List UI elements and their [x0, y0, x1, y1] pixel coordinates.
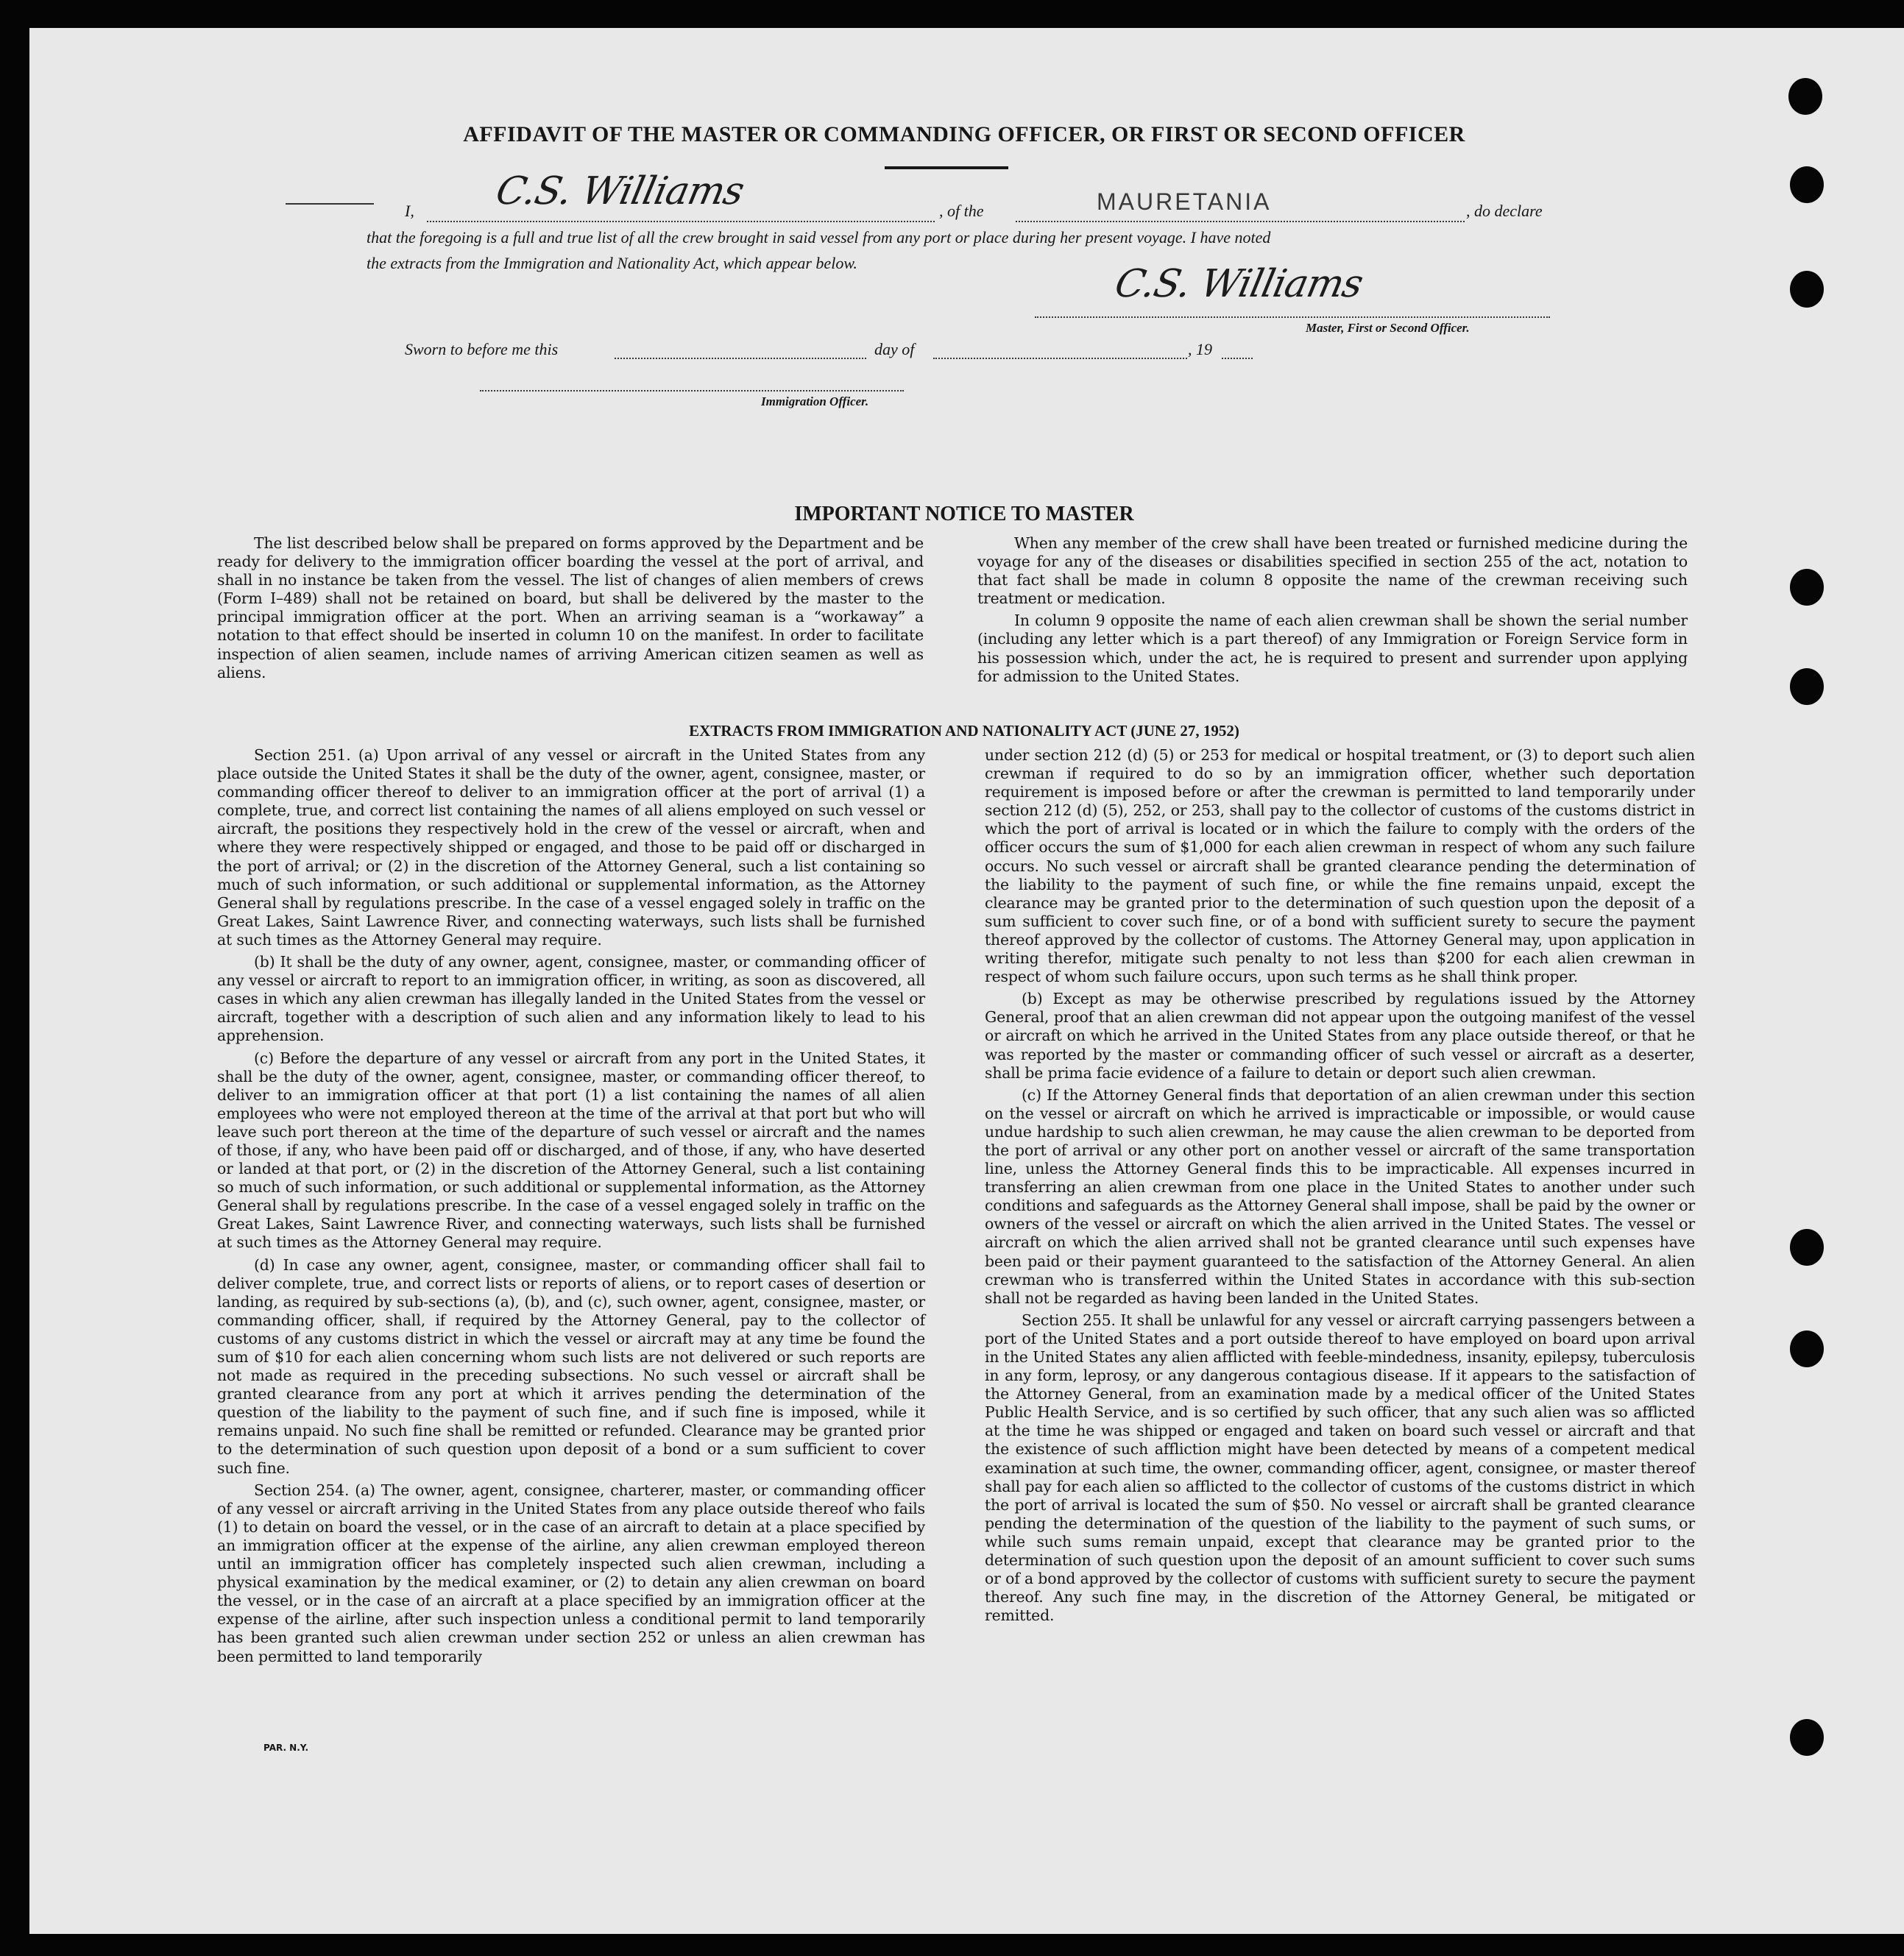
notice-paragraph: In column 9 opposite the name of each alien crewman shall be shown the serial number (including any letter which is a part thereof) of any Immigration or Foreign Service form in his possession which, under the act, he is required to present and surrender upon applying for admission to the United States. [977, 612, 1688, 685]
act-section-paragraph: Section 255. It shall be unlawful for any vessel or aircraft carrying passengers between a port of the United States and a port outside thereof to have employed on board upon arrival in the United States any alien afflicted with feeble-mindedness, insanity, epilepsy, tuberculosis in any form, leprosy, or any dangerous contagious disease. If it appears to the satisfaction of the Attorney General, from an examination made by a medical officer of the United States Public Health Service, and is so certified by such officer, that any such alien was so afflicted at the time he was shipped or engaged and taken on board such vessel or aircraft and that the existence of such affliction might have been detected by means of a competent medical examination at such time, the owner, commanding officer, agent, consignee, or master thereof shall pay for each alien so afflicted to the collector of customs of the customs district in which the port of arrival is located the sum of $50. No vessel or aircraft shall be granted clearance pending the determination of the question of the liability to the payment of such sums, or while such sums remain unpaid, except that clearance may be granted prior to the determination of such question upon the deposit of an amount sufficient to cover such sums or of a bond approved by the collector of customs with sufficient surety to secure the payment thereof. Any such fine may, in the discretion of the Attorney General, be mitigated or remitted. [985, 1311, 1695, 1625]
sworn-month-line [933, 358, 1187, 359]
affidavit-title: AFFIDAVIT OF THE MASTER OR COMMANDING OFFICER, OR FIRST OR SECOND OFFICER [463, 122, 1465, 146]
act-section-paragraph: Section 254. (a) The owner, agent, consignee, charterer, master, or commanding officer of any vessel or aircraft arriving in the United States from any place outside thereof who fails (1) to detain on board the vessel, or in the case of an aircraft to detain at a place specified by an immigration officer at the expense of the airline, any alien crewman employed thereon until an immigration officer has completely inspected such alien crewman, including a physical examination by the medical examiner, or (2) to detain any alien crewman on board the vessel, or in the case of an aircraft at a place specified by an immigration officer at the expense of the airline, after such inspection unless a conditional permit to land temporarily has been granted such alien crewman under section 252 or unless an alien crewman has been permitted to land temporarily [217, 1481, 925, 1665]
declaration-line-2: the extracts from the Immigration and Nationality Act, which appear below. [367, 254, 857, 272]
act-section-paragraph: (c) If the Attorney General finds that deportation of an alien crewman under this section on the vessel or aircraft on which he arrived is impracticable or impossible, or would cause undue hardship to such alien crewman, he may cause the alien crewman to be deported from the port of arrival or any other port on another vessel or aircraft of the same transportation line, unless the Attorney General finds this to be impracticable. All expenses incurred in transferring an alien crewman from one place in the United States to another under such conditions and safeguards as the Attorney General shall impose, shall be paid by the owner or owners of the vessel or aircraft on which the alien arrived in the United States. The vessel or aircraft on which the alien arrived shall not be granted clearance until such expenses have been paid or their payment guaranteed to the satisfaction of the Attorney General. An alien crewman who is transferred within the United States in accordance with this sub-section shall not be regarded as having been landed in the United States. [985, 1085, 1695, 1307]
binder-hole [1790, 271, 1824, 308]
name-line [427, 221, 935, 222]
notice-left-column [217, 534, 924, 682]
extracts-left-column [217, 746, 925, 1666]
notice-title: IMPORTANT NOTICE TO MASTER [794, 503, 1134, 525]
binder-hole [1790, 1229, 1824, 1266]
binder-hole [1790, 668, 1824, 705]
binder-hole [1790, 166, 1824, 203]
vessel-line [1016, 221, 1465, 222]
act-section-paragraph: (b) It shall be the duty of any owner, agent, consignee, master, or commanding officer of any vessel or aircraft to report to an immigration officer, in writing, as soon as discovered, all cases in which any alien crewman has illegally landed in the United States from the vessel or aircraft, together with a description of such alien and any information likely to lead to his apprehension. [217, 953, 925, 1045]
binder-hole [1790, 569, 1824, 606]
sworn-day-line [615, 358, 866, 359]
extracts-title: EXTRACTS FROM IMMIGRATION AND NATIONALITY ACT (JUNE 27, 1952) [689, 722, 1239, 740]
master-name-signature: C.S. Williams [492, 169, 748, 213]
extracts-right-column [985, 746, 1695, 1625]
master-caption: Master, First or Second Officer. [1306, 321, 1470, 335]
of-the-label: , of the [939, 202, 984, 220]
notice-right-column [977, 534, 1688, 686]
act-section-paragraph: (c) Before the departure of any vessel or aircraft from any port in the United States, it shall be the duty of the owner, agent, consignee, master, or commanding officer thereof, to deliver to an immigration officer at that port (1) a list containing the names of all alien employees who were not employed thereon at the time of the arrival at that port but who will leave such port thereon at the time of the departure of such vessel or aircraft and the names of those, if any, who have been paid off or discharged, and of those, if any, who have deserted or landed at that port, or (2) in the discretion of the Attorney General, such a list containing so much of such information, or such additional or supplemental information, as the Attorney General shall by regulations prescribe. In the case of a vessel engaged solely in traffic on the Great Lakes, Saint Lawrence River, and connecting waterways, such lists shall be furnished at such times as the Attorney General may require. [217, 1049, 925, 1252]
immigration-officer-line [480, 390, 904, 391]
day-of-label: day of [874, 340, 915, 358]
year-label: , 19 [1188, 340, 1212, 358]
do-declare-label: , do declare [1466, 202, 1543, 220]
immigration-officer-caption: Immigration Officer. [761, 394, 869, 408]
act-section-paragraph: under section 212 (d) (5) or 253 for medical or hospital treatment, or (3) to deport such alien crewman if required to do so by an immigration officer, whether such deportation requirement is imposed before or after the crewman is permitted to land temporarily under section 212 (d) (5), 252, or 253, shall pay to the collector of customs of the customs district in which the port of arrival is located or in which the failure to comply with the orders of the officer occurs the sum of $1,000 for each alien crewman in respect of whom any such failure occurs. No such vessel or aircraft shall be granted clearance pending the determination of the liability to the payment of such fine, or while the fine remains unpaid, except the clearance may be granted prior to the determination of such question upon the deposit of a sum sufficient to cover such fine, or of a bond with sufficient surety to secure the payment thereof approved by the collector of customs. The Attorney General may, upon application in writing therefor, mitigate such penalty to not less than $200 for each alien crewman in respect of whom such failure occurs, upon such terms as he shall think proper. [985, 746, 1695, 986]
vessel-name-stamp: MAURETANIA [1097, 188, 1272, 215]
act-section-paragraph: Section 251. (a) Upon arrival of any vessel or aircraft in the United States from any place outside the United States it shall be the duty of the owner, agent, consignee, master, or commanding officer thereof to deliver to an immigration officer at the port of arrival (1) a complete, true, and correct list containing the names of all aliens employed on such vessel or aircraft, the positions they respectively hold in the crew of the vessel or aircraft, when and where they were respectively shipped or engaged, and those to be paid off or discharged in the port of arrival; or (2) in the discretion of the Attorney General, such a list containing so much of such information, or such additional or supplemental information, as the Attorney General shall by regulations prescribe. In the case of a vessel engaged solely in traffic on the Great Lakes, Saint Lawrence River, and connecting waterways, such lists shall be furnished at such times as the Attorney General may require. [217, 746, 925, 949]
sworn-label: Sworn to before me this [405, 340, 559, 358]
margin-rule [286, 203, 374, 205]
notice-paragraph: When any member of the crew shall have been treated or furnished medicine during the voyage for any of the diseases or disabilities specified in section 255 of the act, notation to that fact shall be made in column 8 opposite the name of the crewman receiving such treatment or medication. [977, 534, 1688, 608]
binder-hole [1790, 1330, 1824, 1367]
notice-paragraph: The list described below shall be prepared on forms approved by the Department and be ready for delivery to the immigration officer boarding the vessel at the port of arrival, and shall in no instance be taken from the vessel. The list of changes of alien members of crews (Form I–489) shall not be retained on board, but shall be delivered by the master to the principal immigration officer at the port. When an arriving seaman is a “workaway” a notation to that effect should be inserted in column 10 on the manifest. In order to facilitate inspection of alien seamen, include names of arriving American citizen seamen as well as aliens. [217, 534, 924, 681]
binder-hole [1790, 1719, 1824, 1756]
printer-mark: PAR. N.Y. [263, 1743, 309, 1753]
master-signature: C.S. Williams [1111, 262, 1367, 306]
act-section-paragraph: (d) In case any owner, agent, consignee, master, or commanding officer shall fail to deliver complete, true, and correct lists or reports of aliens, or to report cases of desertion or landing, as required by sub-sections (a), (b), and (c), such owner, agent, consignee, master, or commanding officer, shall, if required by the Attorney General, pay to the collector of customs of any customs district in which the vessel or aircraft may at any time be found the sum of $10 for each alien concerning whom such lists are not delivered or such reports are not made as required in the preceding subsections. No such vessel or aircraft shall be granted clearance from any port at which it arrives pending the determination of the question of the liability to the payment of such fine, and if such fine is imposed, while it remains unpaid. No such fine shall be remitted or refunded. Clearance may be granted prior to the determination of such question upon deposit of a bond or a sum sufficient to cover such fine. [217, 1255, 925, 1477]
binder-hole [1788, 78, 1822, 115]
master-signature-line [1035, 316, 1550, 318]
i-label: I, [405, 202, 414, 220]
declaration-line-1: that the foregoing is a full and true list of all the crew brought in said vessel from any port or place during her present voyage. I have noted [367, 228, 1271, 247]
form-page [29, 28, 1904, 1934]
sworn-year-line [1222, 358, 1253, 359]
title-rule [885, 166, 1008, 169]
act-section-paragraph: (b) Except as may be otherwise prescribed by regulations issued by the Attorney General, proof that an alien crewman did not appear upon the outgoing manifest of the vessel or aircraft on which he arrived in the United States from any place outside thereof, or that he was reported by the master or commanding officer of such vessel or aircraft as a deserter, shall be prima facie evidence of a failure to detain or deport such alien crewman. [985, 990, 1695, 1082]
